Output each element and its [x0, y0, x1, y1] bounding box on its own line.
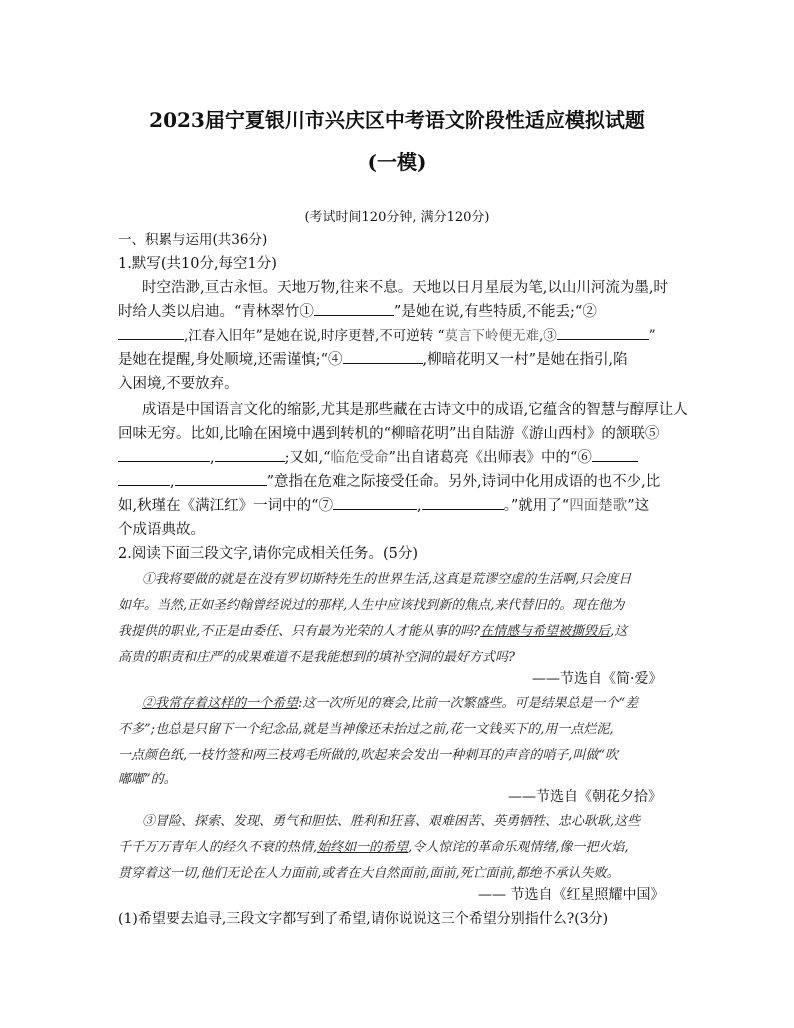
excerpt2-line-3: 一点颜色纸,一枝竹签和两三枝鸡毛所做的,吹起来会发出一种刺耳的声音的哨子,叫做“吹: [118, 748, 619, 763]
excerpt3-line-1: ③冒险、探索、发现、勇气和胆怯、胜利和狂喜、艰难困苦、英勇牺牲、忠心耿耿,这些: [142, 814, 641, 829]
blank-2[interactable]: [118, 325, 184, 340]
excerpt3-line-2: 千千万万青年人的经久不衰的热情,始终如一的希望,令人惊诧的革命乐观情绪,像一把火焰,: [118, 840, 629, 855]
excerpt1-line-1: ①我将要做的就是在没有罗切斯特先生的世界生活,这真是荒谬空虚的生活啊,只会度日: [142, 572, 632, 587]
blank-6b[interactable]: [118, 471, 170, 486]
p1-line-4: 是她在提醒,身处顺境,还需谨慎;“④ ,柳暗花明又一村”是她在指引,陷: [118, 348, 628, 369]
blank-4[interactable]: [343, 349, 423, 364]
p1-line-1: 时空浩渺,亘古永恒。天地万物,往来不息。天地以日月星辰为笔,以山川河流为墨,时: [142, 280, 668, 296]
p1-line-2: 时给人类以启迪。“青林翠竹① ”是她在说,有些特质,不能丢;“②: [118, 300, 597, 321]
excerpt1-line-2: 如年。当然,正如圣约翰曾经说过的那样,人生中应该找到新的焦点,来代替旧的。现在他为: [118, 598, 625, 613]
excerpt2-line-1: ②我常存着这样的一个希望:这一次所见的赛会,比前一次繁盛些。可是结果总是一个“差: [142, 696, 639, 711]
p2-line-5: 如,秋瑾在《满江红》一词中的“⑦ , 。”就用了“四面楚歌”这: [118, 494, 649, 515]
underlined-phrase-2: ②我常存着这样的一个希望: [142, 696, 299, 711]
blank-7a[interactable]: [333, 495, 417, 510]
p2-line-6: 个成语典故。: [118, 522, 205, 538]
p2-line-3: , ;又如,“临危受命”出自诸葛亮《出师表》中的“⑥: [118, 446, 638, 467]
excerpt1-line-4: 高贵的职责和庄严的成果难道不是我能想到的填补空洞的最好方式吗?: [118, 650, 515, 665]
excerpt2-source: ——节选自《朝花夕拾》: [508, 789, 662, 805]
excerpt1-line-3: 我提供的职业,不正是由委任、只有最为光荣的人才能从事的吗?在情感与希望被撕毁后,这: [118, 624, 628, 639]
underlined-phrase-1: 在情感与希望被撕毁后: [480, 624, 611, 639]
page-subtitle: (一模): [367, 150, 427, 174]
question-2-1: (1)希望要去追寻,三段文字都写到了希望,请你说说这三个希望分别指什么?(3分): [118, 911, 609, 927]
section-heading: 一、积累与运用(共36分): [118, 232, 268, 248]
p2-line-2: 回味无穷。比如,比喻在困境中遇到转机的“柳暗花明”出自陆游《游山西村》的颔联⑤: [118, 426, 660, 442]
blank-1[interactable]: [314, 301, 394, 316]
blank-6a[interactable]: [592, 447, 638, 462]
excerpt1-source: ——节选自《简·爱》: [532, 671, 663, 687]
p2-line-4: , ”意指在危难之际接受任命。另外,诗词中化用成语的也不少,比: [118, 470, 660, 491]
page-title: 2023届宁夏银川市兴庆区中考语文阶段性适应模拟试题: [149, 108, 645, 132]
excerpt3-line-3: 贯穿着这一切,他们无论在人力面前,或者在大自然面前,面前,死亡面前,都绝不承认失败。: [118, 866, 620, 881]
excerpt3-source: —— 节选自《红星照耀中国》: [478, 887, 665, 903]
p1-line-5: 入困境,不要放弃。: [118, 376, 239, 392]
blank-6c[interactable]: [175, 471, 267, 486]
question-1-label: 1.默写(共10分,每空1分): [118, 256, 277, 272]
excerpt2-line-4: 嘟嘟”的。: [118, 772, 177, 787]
underlined-phrase-3: 始终如一的希望: [317, 840, 409, 855]
blank-7b[interactable]: [422, 495, 504, 510]
blank-5a[interactable]: [118, 447, 210, 462]
exam-info: (考试时间120分钟, 满分120分): [304, 210, 490, 225]
blank-5b[interactable]: [215, 447, 285, 462]
p1-line-3: ,江春入旧年”是她在说,时序更替,不可逆转 “莫言下岭便无难,③ ”: [118, 324, 656, 344]
excerpt2-line-2: 不多”;也总是只留下一个纪念品,就是当神像还未抬过之前,花一文钱买下的,用一点烂泥,: [118, 722, 614, 737]
blank-3[interactable]: [557, 325, 649, 340]
p2-line-1: 成语是中国语言文化的缩影,尤其是那些藏在古诗文中的成语,它蕴含的智慧与醇厚让人: [142, 402, 688, 418]
question-2-label: 2.阅读下面三段文字,请你完成相关任务。(5分): [118, 546, 418, 562]
